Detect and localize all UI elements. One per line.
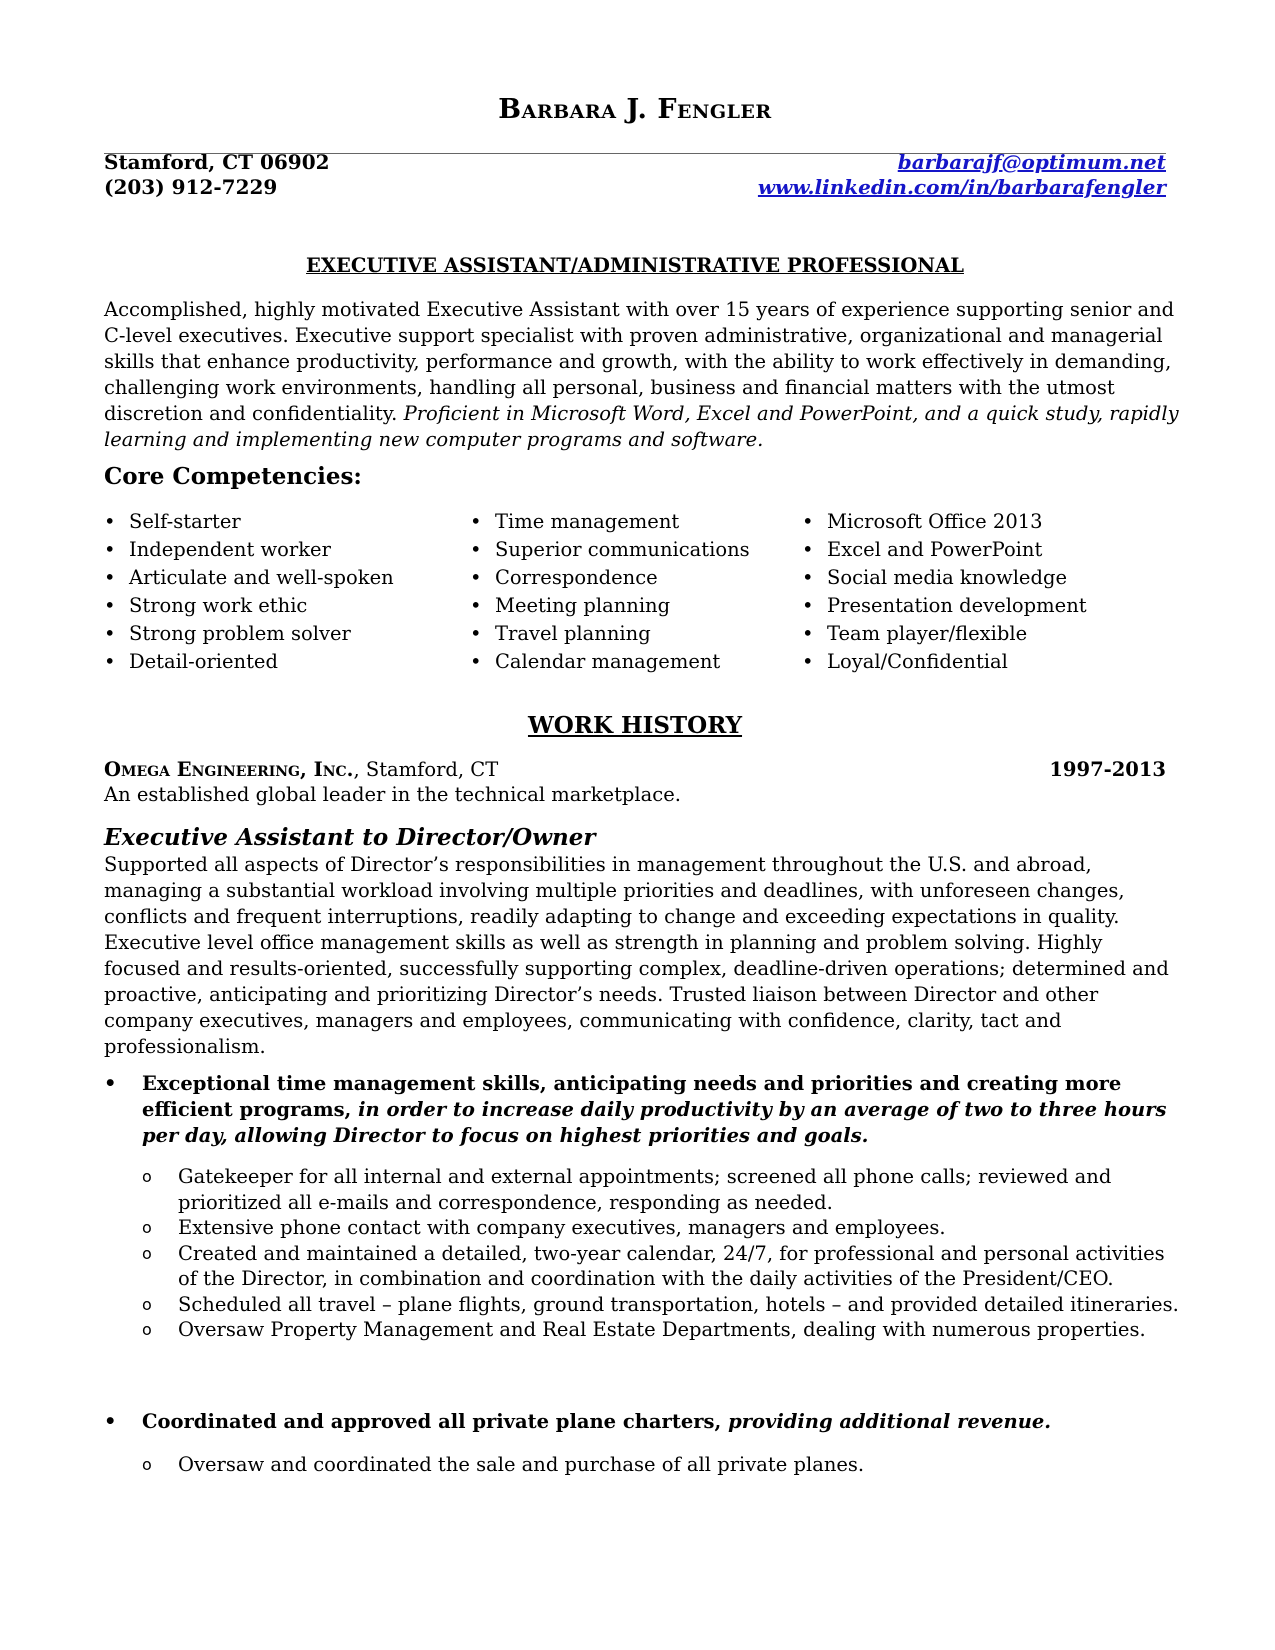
- company-name: Omega Engineering, Inc.: [104, 758, 354, 781]
- linkedin-link[interactable]: www.linkedin.com/in/barbarafengler: [757, 175, 1166, 199]
- achievement-2-details: [142, 1452, 1182, 1478]
- competency-item: • Strong work ethic: [104, 594, 308, 617]
- competency-item: • Travel planning: [470, 622, 651, 645]
- competencies-column-2: [470, 508, 750, 676]
- employment-years: 1997-2013: [1049, 758, 1166, 781]
- competency-item: • Calendar management: [470, 650, 721, 673]
- competency-item: • Independent worker: [104, 538, 331, 561]
- phone-number: (203) 912-7229: [104, 175, 278, 199]
- competency-item: • Microsoft Office 2013: [802, 510, 1043, 533]
- competency-item: • Strong problem solver: [104, 622, 351, 645]
- competency-item: • Excel and PowerPoint: [802, 538, 1043, 561]
- bullet-glyph: •: [104, 1410, 117, 1433]
- detail-item: o Oversaw Property Management and Real Estate Departments, dealing with numerous properties.: [142, 1318, 1146, 1341]
- competency-item: • Superior communications: [470, 538, 750, 561]
- detail-item: o Gatekeeper for all internal and external appointments; screened all phone calls; reviewed and prioritized all e-mails and correspondence, responding as needed.: [142, 1165, 1112, 1214]
- competencies-column-1: [104, 508, 394, 676]
- detail-item: o Extensive phone contact with company executives, managers and employees.: [142, 1216, 946, 1239]
- competency-item: • Team player/flexible: [802, 622, 1028, 645]
- achievement-1: [104, 1071, 1184, 1149]
- competency-item: • Loyal/Confidential: [802, 650, 1008, 673]
- competency-item: • Meeting planning: [470, 594, 671, 617]
- competencies-column-3: [802, 508, 1087, 676]
- achievement-1-bold: Exceptional time management skills, anticipating needs and priorities and creating more efficient programs,: [142, 1072, 1122, 1121]
- achievement-1-italic: in order to increase daily productivity by an average of two to three hours per day, allowing Director to focus on highest priorities and goals.: [142, 1098, 1167, 1147]
- competency-item: • Detail-oriented: [104, 650, 278, 673]
- email-link[interactable]: barbarajf@optimum.net: [897, 150, 1166, 174]
- detail-item: o Created and maintained a detailed, two-year calendar, 24/7, for professional and personal activities of the Director, in combination and coordination with the daily activities of the President/CEO.: [142, 1241, 1165, 1290]
- applicant-name: Barbara J. Fengler: [498, 94, 772, 125]
- summary-paragraph: [104, 297, 1179, 453]
- achievement-2-italic: providing additional revenue.: [728, 1410, 1052, 1433]
- competency-item: • Articulate and well-spoken: [104, 566, 394, 589]
- city-state-zip: Stamford, CT 06902: [104, 150, 330, 174]
- detail-item: o Oversaw and coordinated the sale and purchase of all private planes.: [142, 1453, 865, 1476]
- job-description: Supported all aspects of Director’s responsibilities in management throughout the U.S. and abroad, managing a substantial workload involving multiple priorities and deadlines, with unforeseen changes, conflicts and frequent interruptions, readily adapting to change and exceeding expectations in quality. Executive level office management skills as well as strength in planning and problem solving. Highly focused and results-oriented, successfully supporting complex, deadline-driven operations; determined and proactive, anticipating and prioritizing Director’s needs. Trusted liaison between Director and other company executives, managers and employees, communicating with confidence, clarity, tact and professionalism.: [104, 853, 1169, 1058]
- achievement-2-bold: Coordinated and approved all private plane charters,: [142, 1410, 722, 1433]
- competencies-heading: Core Competencies:: [104, 463, 362, 490]
- bullet-glyph: •: [104, 1072, 117, 1095]
- work-history-heading: WORK HISTORY: [527, 712, 743, 739]
- competency-item: • Time management: [470, 510, 680, 533]
- company-location: , Stamford, CT: [353, 758, 499, 781]
- detail-item: o Scheduled all travel – plane flights, ground transportation, hotels – and provided detailed itineraries.: [142, 1292, 1179, 1316]
- achievement-1-details: [142, 1164, 1182, 1343]
- competency-item: • Social media knowledge: [802, 566, 1067, 589]
- summary-heading: EXECUTIVE ASSISTANT/ADMINISTRATIVE PROFESSIONAL: [306, 254, 964, 277]
- company-line: [104, 758, 1166, 781]
- summary-text-italic: Proficient in Microsoft Word, Excel and PowerPoint, and a quick study, rapidly learning and implementing new computer programs and software.: [104, 402, 1179, 451]
- summary-text: Accomplished, highly motivated Executive Assistant with over 15 years of experience supporting senior and C-level executives. Executive support specialist with proven administrative, organizational and managerial skills that enhance productivity, performance and growth, with the ability to work effectively in demanding, challenging work environments, handling all personal, business and financial matters with the utmost discretion and confidentiality.: [104, 298, 1175, 425]
- company-description: An established global leader in the technical marketplace.: [104, 783, 681, 806]
- achievement-2: [104, 1409, 1184, 1435]
- competency-item: • Presentation development: [802, 594, 1087, 617]
- competency-item: • Correspondence: [470, 566, 658, 589]
- job-title: Executive Assistant to Director/Owner: [104, 824, 596, 851]
- competency-item: • Self-starter: [104, 510, 241, 533]
